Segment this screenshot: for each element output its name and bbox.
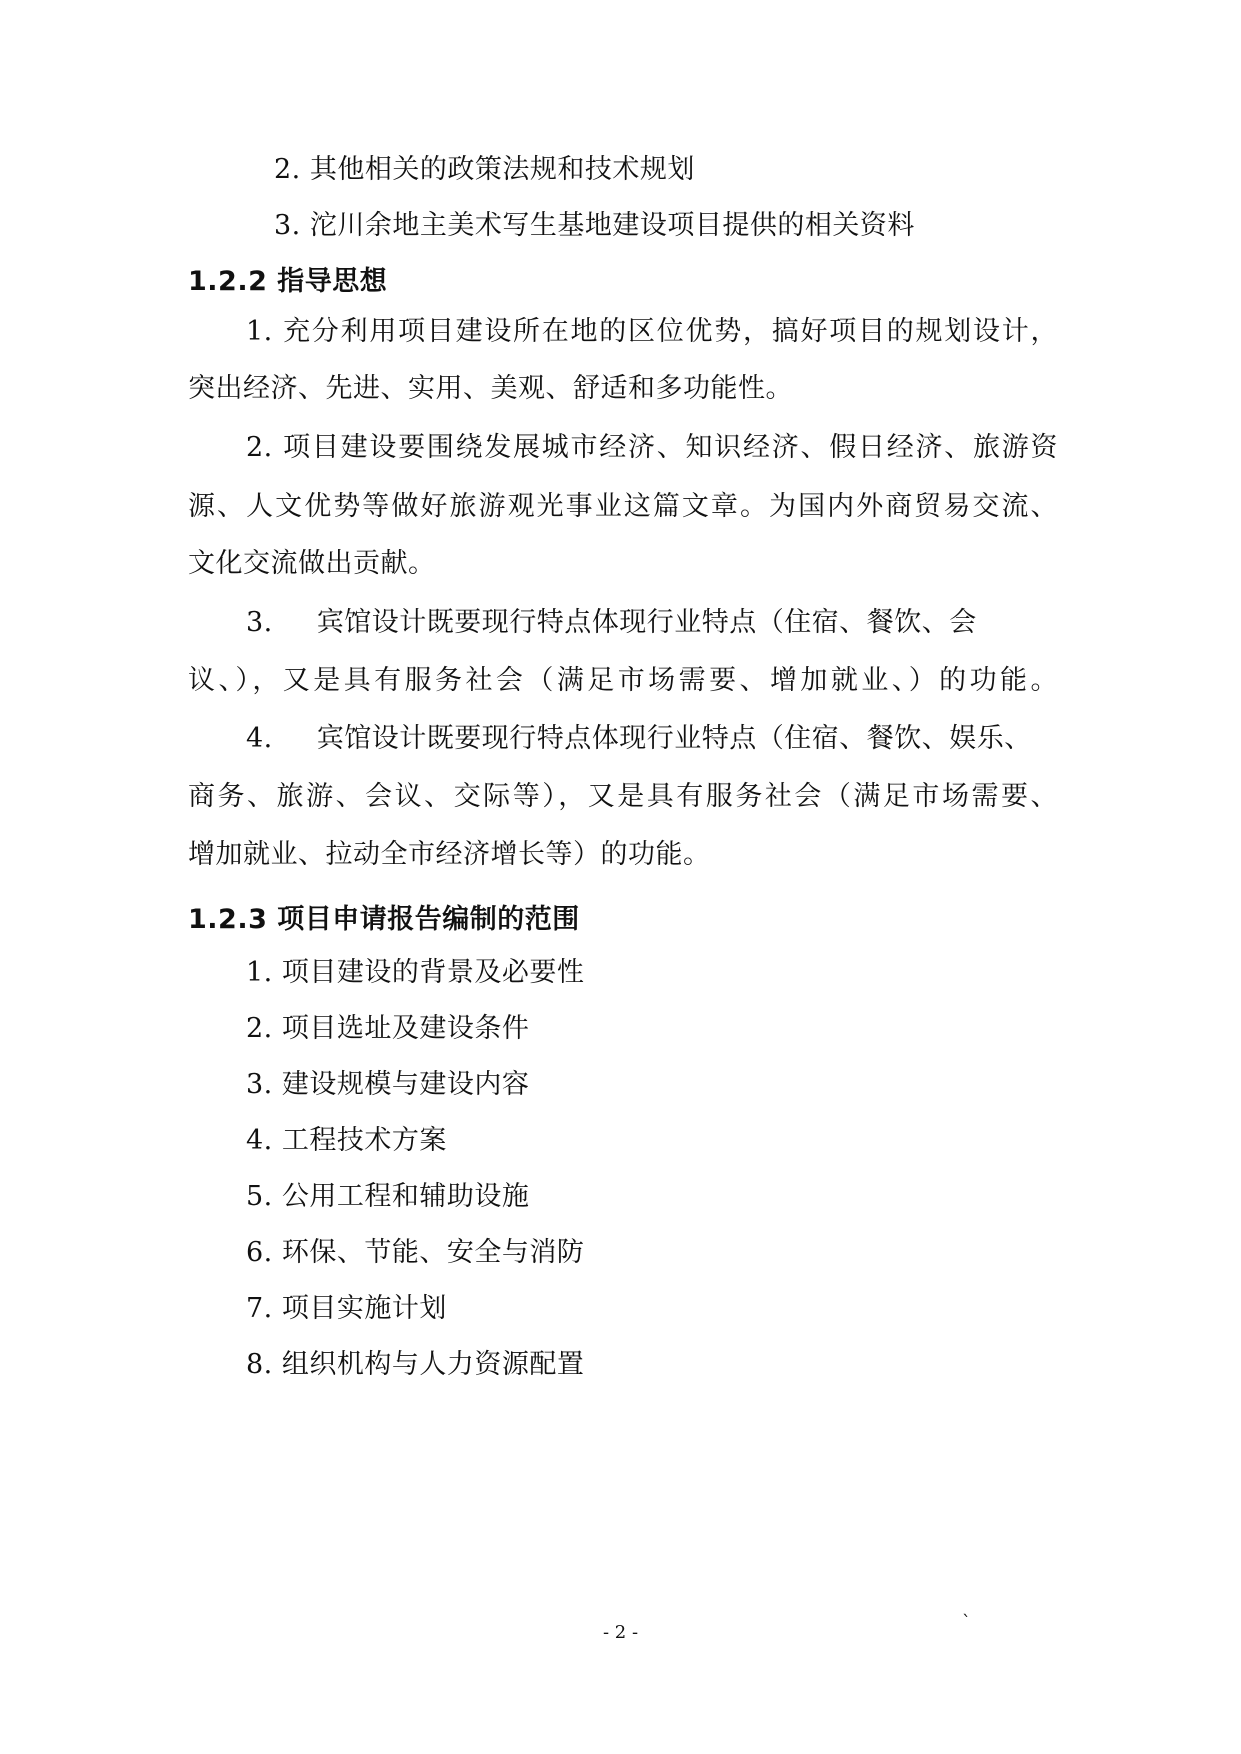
guiding-paragraph-4-line-3: 增加就业、拉动全市经济增长等）的功能。 <box>188 839 711 870</box>
paragraph-4-number: 4. <box>246 723 273 754</box>
scope-item-6: 6. 环保、节能、安全与消防 <box>246 1237 585 1268</box>
scope-item-2: 2. 项目选址及建设条件 <box>246 1013 530 1044</box>
guiding-paragraph-3-line-2: 议、），又是具有服务社会（满足市场需要、增加就业、）的功能。 <box>188 665 1058 696</box>
basis-item-2: 2. 其他相关的政策法规和技术规划 <box>274 154 695 185</box>
guiding-paragraph-1-line-1: 1. 充分利用项目建设所在地的区位优势，搞好项目的规划设计， <box>246 316 1058 347</box>
paragraph-3-text: 宾馆设计既要现行特点体现行业特点（住宿、餐饮、会 <box>316 607 977 638</box>
page-number: - 2 - <box>602 1622 639 1643</box>
guiding-paragraph-4-line-2: 商务、旅游、会议、交际等），又是具有服务社会（满足市场需要、 <box>188 781 1058 812</box>
section-heading-report-scope: 1.2.3 项目申请报告编制的范围 <box>188 904 580 935</box>
paragraph-3-number: 3. <box>246 607 273 638</box>
scope-item-5: 5. 公用工程和辅助设施 <box>246 1181 530 1212</box>
section-heading-guiding-ideas: 1.2.2 指导思想 <box>188 266 388 297</box>
scope-item-7: 7. 项目实施计划 <box>246 1293 447 1324</box>
paragraph-4-text: 宾馆设计既要现行特点体现行业特点（住宿、餐饮、娱乐、 <box>316 723 1032 754</box>
basis-item-3: 3. 沱川余地主美术写生基地建设项目提供的相关资料 <box>274 210 915 241</box>
guiding-paragraph-2-line-2: 源、人文优势等做好旅游观光事业这篇文章。为国内外商贸易交流、 <box>188 491 1058 522</box>
scope-item-1: 1. 项目建设的背景及必要性 <box>246 957 585 988</box>
guiding-paragraph-1-line-2: 突出经济、先进、实用、美观、舒适和多功能性。 <box>188 373 793 404</box>
guiding-paragraph-4-line-1 <box>246 721 1058 757</box>
footer-mark: ` <box>962 1612 971 1633</box>
guiding-paragraph-3-line-1 <box>246 605 1058 641</box>
guiding-paragraph-2-line-3: 文化交流做出贡献。 <box>188 548 436 579</box>
scope-item-4: 4. 工程技术方案 <box>246 1125 447 1156</box>
guiding-paragraph-2-line-1: 2. 项目建设要围绕发展城市经济、知识经济、假日经济、旅游资 <box>246 432 1058 463</box>
scope-item-3: 3. 建设规模与建设内容 <box>246 1069 530 1100</box>
scope-item-8: 8. 组织机构与人力资源配置 <box>246 1349 585 1380</box>
